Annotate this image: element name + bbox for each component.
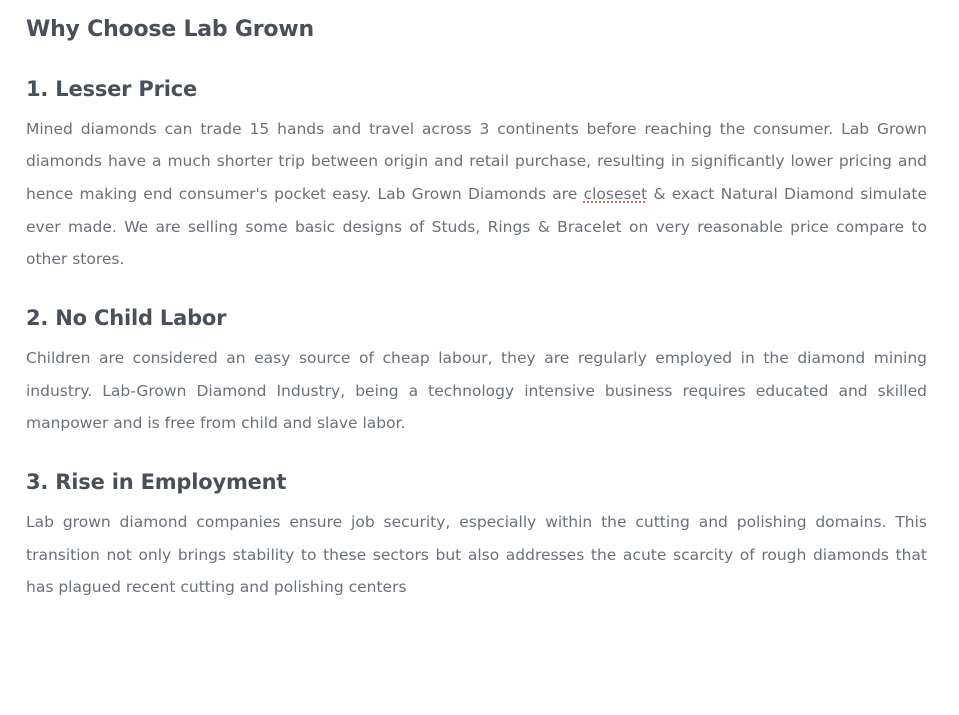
section-no-child-labor xyxy=(26,304,927,440)
section-heading-lesser-price: 1. Lesser Price xyxy=(26,76,198,101)
section-body-rise-in-employment: Lab grown diamond companies ensure job security, especially within the cutting and polishing domains. This transition not only brings stability to these sectors but also addresses the acute scarcity of rough diamonds that has plagued recent cutting and polishing centers xyxy=(26,513,927,597)
section-lesser-price xyxy=(26,75,927,276)
page-title: Why Choose Lab Grown xyxy=(26,17,314,42)
section-body-text-part-1: Mined diamonds can trade 15 hands and travel across 3 continents before reaching the consumer. Lab Grown diamonds have a much shorter trip between origin and retail purchase, resulting in significantly lower pricing and hence making end consumer's pocket easy. Lab Grown Diamonds are xyxy=(26,119,927,204)
spelling-error-word[interactable]: closeset xyxy=(583,185,648,204)
section-heading-no-child-labor: 2. No Child Labor xyxy=(26,305,227,330)
section-rise-in-employment xyxy=(26,468,927,604)
section-heading-rise-in-employment: 3. Rise in Employment xyxy=(26,469,287,494)
section-body-no-child-labor: Children are considered an easy source of cheap labour, they are regularly employed in the diamond mining industry. Lab-Grown Diamond Industry, being a technology intensive business requires educated and skilled manpower and is free from child and slave labor. xyxy=(26,349,927,433)
section-body-lesser-price xyxy=(26,113,927,276)
section-body-text-part-2: & exact Natural Diamond simulate ever made. We are selling some basic designs of Studs, Rings & Bracelet on very reasonable price compare to other stores. xyxy=(26,185,927,269)
